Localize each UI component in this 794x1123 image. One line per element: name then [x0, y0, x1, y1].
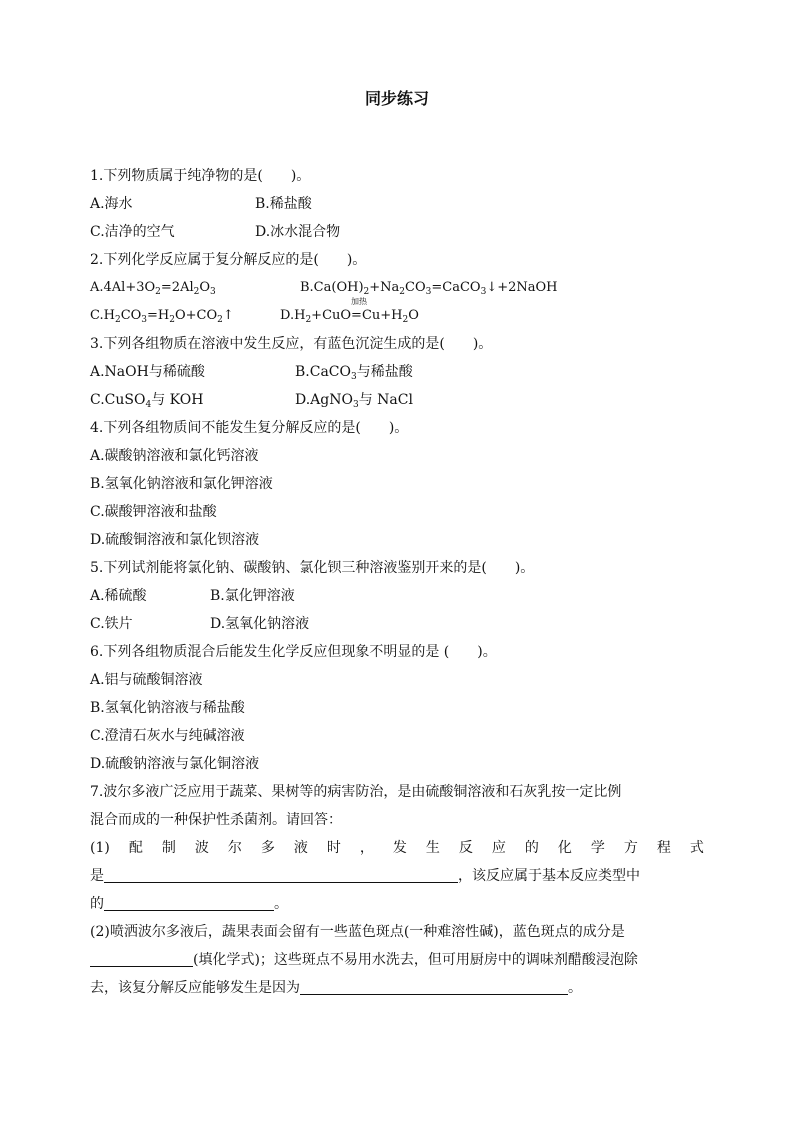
q7-p1-char: 式	[689, 840, 704, 856]
exercise-content	[90, 162, 704, 1002]
question-6-stem: 6.下列各组物质混合后能发生化学反应但现象不明显的是 ( )。	[90, 644, 497, 660]
page-title: 同步练习	[364, 89, 429, 108]
q3-option-c: C.CuSO$_4$与 KOH	[90, 392, 204, 410]
question-1-stem: 1.下列物质属于纯净物的是( )。	[90, 168, 311, 184]
q6-option-b: B.氢氧化钠溶液与稀盐酸	[90, 700, 245, 716]
q7-p1-char: 生	[425, 840, 440, 856]
q7-part-1-line-2: 是 ，该反应属于基本反应类型中	[90, 862, 704, 890]
question-2-stem: 2.下列化学反应属于复分解反应的是( )。	[90, 252, 367, 268]
q7-p1-char: 反	[458, 840, 473, 856]
question-7-stem-line-2: 混合而成的一种保护性杀菌剂。请回答：	[90, 812, 342, 828]
q2-option-d: $D.H_2+CuO$ 加热 $=Cu+H_2O$	[280, 297, 419, 325]
q7-part-2-line-3: 去，该复分解反应能够发生是因为 。	[90, 974, 704, 1002]
q7-p1-char: ，	[359, 840, 374, 856]
q7-p1-char: 程	[656, 840, 671, 856]
question-5-stem: 5.下列试剂能将氯化钠、碳酸钠、氯化钡三种溶液鉴别开来的是( )。	[90, 560, 535, 576]
q5-option-a: A.稀硫酸	[90, 588, 147, 604]
question-5-options-row-1	[90, 582, 704, 610]
q2-option-a: $A.4Al+3O_2=2Al_2O_3$	[90, 280, 216, 297]
q7-p1-char: 学	[590, 840, 605, 856]
answer-blank-formula[interactable]	[90, 948, 193, 967]
q1-option-c: C.洁净的空气	[90, 224, 175, 240]
q4-option-a: A.碳酸钠溶液和氯化钙溶液	[90, 448, 259, 464]
q3-option-d: D.AgNO$_3$与 NaCl	[295, 392, 413, 410]
q6-option-d: D.硫酸钠溶液与氯化铜溶液	[90, 756, 260, 772]
answer-blank-equation[interactable]	[104, 864, 458, 883]
question-1-options-row-1	[90, 190, 704, 218]
question-4-stem: 4.下列各组物质间不能发生复分解反应的是( )。	[90, 420, 409, 436]
q5-option-b: B.氯化钾溶液	[210, 588, 295, 604]
q7-p1-char: 应	[491, 840, 506, 856]
question-3-stem: 3.下列各组物质在溶液中发生反应，有蓝色沉淀生成的是( )。	[90, 336, 493, 352]
q7-p1-char: 方	[623, 840, 638, 856]
q7-p1-char: 液	[293, 840, 308, 856]
q7-p1-char: 时	[326, 840, 341, 856]
q5-option-d: D.氢氧化钠溶液	[210, 616, 310, 632]
q7-p1-char: 的	[524, 840, 539, 856]
q7-part-2-line-1: (2)喷洒波尔多液后，蔬果表面会留有一些蓝色斑点(一种难溶性碱)，蓝色斑点的成分是	[90, 924, 625, 940]
q7-p1-char: 波	[194, 840, 209, 856]
question-5-options-row-2	[90, 610, 704, 638]
q7-p1-char: 配	[128, 840, 143, 856]
question-3-options-row-1	[90, 358, 704, 386]
answer-blank-reaction-type[interactable]	[104, 892, 274, 911]
q7-part-1-line-3: 的 。	[90, 890, 704, 918]
answer-blank-reason[interactable]	[300, 976, 568, 995]
q7-p1-char: 制	[161, 840, 176, 856]
q7-p1-char: 化	[557, 840, 572, 856]
q1-option-a: A.海水	[90, 196, 133, 212]
question-7-stem-line-1: 7.波尔多液广泛应用于蔬菜、果树等的病害防治，是由硫酸铜溶液和石灰乳按一定比例	[90, 784, 622, 800]
question-1-options-row-2	[90, 218, 704, 246]
q4-option-b: B.氢氧化钠溶液和氯化钾溶液	[90, 476, 273, 492]
q1-option-d: D.冰水混合物	[255, 224, 341, 240]
q4-option-d: D.硫酸铜溶液和氯化钡溶液	[90, 532, 260, 548]
q2-option-b: $B.Ca(OH)_2+Na_2CO_3=CaCO_3↓+2NaOH$	[300, 280, 558, 297]
q7-part-1-line-1	[90, 834, 704, 862]
q3-option-b: B.CaCO$_3$与稀盐酸	[295, 364, 413, 382]
question-3-options-row-2	[90, 386, 704, 414]
q7-p1-char: (1)	[90, 840, 110, 856]
q5-option-c: C.铁片	[90, 616, 133, 632]
q7-p1-char: 发	[392, 840, 407, 856]
question-2-options-row-1	[90, 274, 704, 302]
q7-part-2-line-2: (填化学式)；这些斑点不易用水洗去，但可用厨房中的调味剂醋酸浸泡除	[90, 946, 704, 974]
q1-option-b: B.稀盐酸	[255, 196, 312, 212]
q7-p1-char: 多	[260, 840, 275, 856]
question-2-options-row-2	[90, 297, 704, 330]
q2-d-condition: 加热	[351, 297, 368, 306]
q6-option-c: C.澄清石灰水与纯碱溶液	[90, 728, 245, 744]
q4-option-c: C.碳酸钾溶液和盐酸	[90, 504, 217, 520]
q3-option-a: A.NaOH与稀硫酸	[90, 364, 205, 380]
q6-option-a: A.铝与硫酸铜溶液	[90, 672, 203, 688]
q2-option-c: $C.H_2CO_3=H_2O+CO_2↑$	[90, 308, 234, 325]
q7-p1-char: 尔	[227, 840, 242, 856]
